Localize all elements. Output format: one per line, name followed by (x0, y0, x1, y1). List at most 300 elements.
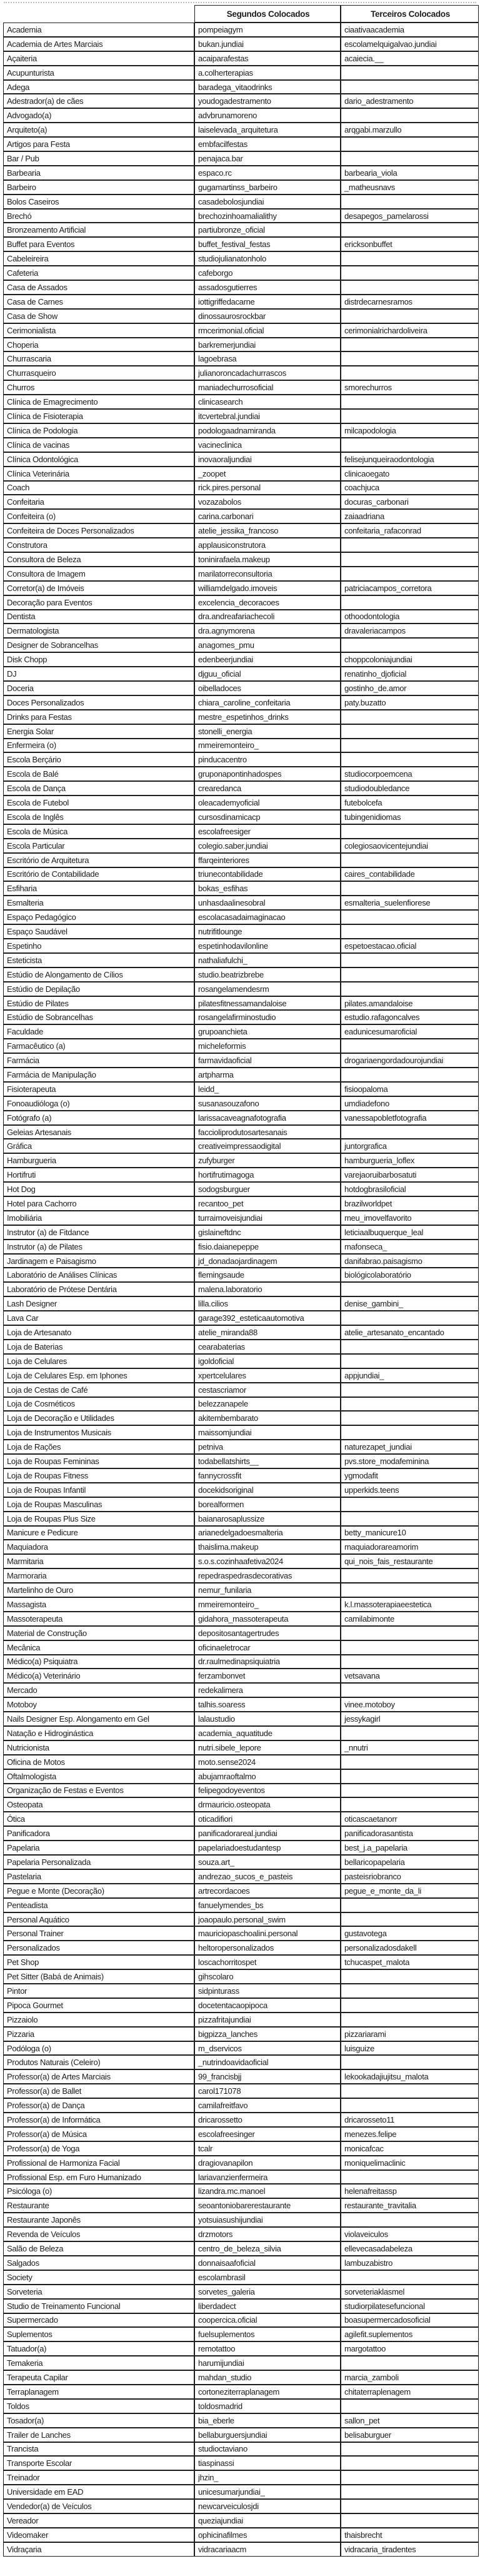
category-cell: Academia (3, 23, 194, 37)
second-place-cell: bia_eberle (194, 2413, 341, 2428)
category-cell: Buffet para Eventos (3, 237, 194, 251)
third-place-cell (341, 967, 479, 982)
table-row (3, 266, 479, 280)
category-cell: Clínica Veterinária (3, 467, 194, 481)
category-cell: Acupunturista (3, 66, 194, 80)
second-place-cell: tiaspinassi (194, 2456, 341, 2470)
category-cell: Revenda de Veículos (3, 2227, 194, 2241)
table-row (3, 724, 479, 739)
table-row (3, 567, 479, 581)
third-place-cell: pilates.amandaloise (341, 996, 479, 1011)
second-place-cell: vozazabolos (194, 495, 341, 509)
second-place-cell: abujamraoftalmo (194, 1769, 341, 1784)
category-cell: Loja de Roupas Femininas (3, 1454, 194, 1468)
third-place-cell: dricarosseto11 (341, 2113, 479, 2127)
table-row (3, 1512, 479, 1526)
table-row (3, 423, 479, 438)
third-place-cell: distrdecarnesramos (341, 295, 479, 309)
third-place-cell: helenafreitassp (341, 2184, 479, 2198)
third-place-cell: lambuzabistro (341, 2256, 479, 2270)
second-place-cell: felipegodoyeventos (194, 1784, 341, 1798)
table-row (3, 1282, 479, 1296)
table-row (3, 1683, 479, 1697)
third-place-cell (341, 953, 479, 967)
category-cell: Laboratório de Prótese Dentária (3, 1282, 194, 1296)
third-place-cell: othoodontologia (341, 610, 479, 624)
table-row (3, 1368, 479, 1383)
third-place-cell: studiodoubledance (341, 781, 479, 796)
category-cell: Barbeiro (3, 180, 194, 194)
table-row (3, 2098, 479, 2113)
second-place-cell: pizzafritajundiai (194, 2013, 341, 2027)
category-cell: Loja de Artesanato (3, 1325, 194, 1340)
category-cell: Pizzaiolo (3, 2013, 194, 2027)
third-place-cell: docuras_carbonari (341, 495, 479, 509)
category-cell: Penteadista (3, 1898, 194, 1912)
category-cell: Adestrador(a) de cães (3, 94, 194, 108)
second-place-cell: seoantoniobarerestaurante (194, 2198, 341, 2213)
second-place-cell: remotattoo (194, 2341, 341, 2356)
third-place-cell: fisioopaloma (341, 1082, 479, 1096)
third-place-cell (341, 1411, 479, 1425)
second-place-cell: rmcerimonial.oficial (194, 323, 341, 338)
second-place-cell: casadebolosjundiai (194, 194, 341, 209)
category-cell: Pet Sitter (Babá de Animais) (3, 1969, 194, 1984)
third-place-cell: vinee.motoboy (341, 1697, 479, 1712)
table-row (3, 1497, 479, 1512)
third-place-cell (341, 338, 479, 352)
category-cell: Artigos para Festa (3, 137, 194, 151)
second-place-cell: borealformen (194, 1497, 341, 1512)
second-place-cell: escolacasadaimaginacao (194, 910, 341, 924)
category-cell: Loja de Rações (3, 1440, 194, 1454)
third-place-cell: tchucaspet_malota (341, 1955, 479, 1969)
table-row (3, 781, 479, 796)
table-row (3, 1998, 479, 2013)
third-place-cell: upperkids.teens (341, 1483, 479, 1497)
second-place-cell: maissomjundiai (194, 1425, 341, 1440)
second-place-cell: jd_donadaojardinagem (194, 1254, 341, 1268)
third-place-cell: studiorpilatesefuncional (341, 2299, 479, 2313)
table-row (3, 1340, 479, 1354)
category-cell: Cafeteria (3, 266, 194, 280)
third-place-cell (341, 366, 479, 380)
category-cell: Construtora (3, 538, 194, 552)
table-row (3, 509, 479, 523)
second-place-cell: oficinaeletrocar (194, 1640, 341, 1655)
second-place-cell: heltoropersonalizados (194, 1941, 341, 1955)
second-place-cell: andrezao_sucos_e_pasteis (194, 1869, 341, 1884)
category-cell: Farmácia (3, 1053, 194, 1068)
third-place-cell (341, 151, 479, 166)
third-place-cell: espetoestacao.oficial (341, 939, 479, 953)
category-cell: Suplementos (3, 2327, 194, 2341)
table-row (3, 2170, 479, 2185)
category-cell: Treinador (3, 2470, 194, 2485)
third-place-cell (341, 1512, 479, 1526)
table-row (3, 1540, 479, 1554)
second-place-cell: turraimoveisjundiai (194, 1211, 341, 1225)
third-place-cell: varejaoruibarbosatuti (341, 1168, 479, 1182)
table-row (3, 1411, 479, 1425)
category-cell: Choperia (3, 338, 194, 352)
category-cell: Mercado (3, 1683, 194, 1697)
second-place-cell: drmauricio.osteopata (194, 1797, 341, 1812)
category-cell: Professor(a) de Música (3, 2127, 194, 2141)
category-cell: Society (3, 2270, 194, 2285)
category-cell: Natação e Hidroginástica (3, 1726, 194, 1740)
category-cell: Farmacêutico (a) (3, 1039, 194, 1053)
category-cell: Organização de Festas e Eventos (3, 1784, 194, 1798)
second-place-cell: fisio.daianepeppe (194, 1240, 341, 1254)
category-cell: Jardinagem e Paisagismo (3, 1254, 194, 1268)
second-place-cell: jhzin_ (194, 2470, 341, 2485)
third-place-cell: arqgabi.marzullo (341, 123, 479, 137)
category-cell: Escola Particular (3, 839, 194, 853)
table-row (3, 1626, 479, 1640)
second-place-cell: mestre_espetinhos_drinks (194, 710, 341, 724)
table-row (3, 2528, 479, 2542)
category-cell: Casa de Show (3, 309, 194, 323)
third-place-cell (341, 2499, 479, 2513)
second-place-cell: _nutrindoavidaoficial (194, 2055, 341, 2069)
category-cell: Universidade em EAD (3, 2485, 194, 2499)
second-place-cell: triunecontabilidade (194, 867, 341, 882)
second-place-cell: carol171078 (194, 2084, 341, 2098)
table-row (3, 2270, 479, 2285)
category-cell: Espaço Pedagógico (3, 910, 194, 924)
table-row (3, 123, 479, 137)
table-row (3, 810, 479, 824)
table-row (3, 1468, 479, 1483)
third-place-cell: _matheusnavs (341, 180, 479, 194)
second-place-cell: rosangelamendesrm (194, 982, 341, 996)
second-place-cell: redekalimera (194, 1683, 341, 1697)
second-place-cell: artrecordacoes (194, 1884, 341, 1898)
table-row (3, 2327, 479, 2341)
second-place-cell: leidd_ (194, 1082, 341, 1096)
second-place-cell: docekidsoriginal (194, 1483, 341, 1497)
third-place-cell (341, 739, 479, 753)
second-place-cell: flemingsaude (194, 1268, 341, 1282)
third-place-cell (341, 2084, 479, 2098)
second-place-cell: buffet_festival_festas (194, 237, 341, 251)
category-cell: Lash Designer (3, 1296, 194, 1311)
category-cell: Material de Construção (3, 1626, 194, 1640)
third-place-cell: thaisbrecht (341, 2528, 479, 2542)
table-row (3, 2113, 479, 2127)
third-place-cell: chitaterraplenagem (341, 2385, 479, 2399)
third-place-cell (341, 409, 479, 423)
second-place-cell: pompeiagym (194, 23, 341, 37)
category-cell: Drinks para Festas (3, 710, 194, 724)
category-cell: Oficina de Motos (3, 1755, 194, 1769)
category-cell: Escola de Música (3, 824, 194, 839)
third-place-cell: denise_gambini_ (341, 1296, 479, 1311)
table-body (3, 23, 479, 2557)
table-row (3, 996, 479, 1011)
table-row (3, 824, 479, 839)
third-place-cell (341, 1068, 479, 1082)
table-row (3, 309, 479, 323)
table-row (3, 2399, 479, 2413)
third-place-cell: moniquelimaclinic (341, 2156, 479, 2170)
second-place-cell: thaislima.makeup (194, 1540, 341, 1554)
table-row (3, 1826, 479, 1841)
second-place-cell: studioctaviano (194, 2442, 341, 2457)
second-place-cell: larissacaveagnafotografia (194, 1111, 341, 1125)
category-cell: Professor(a) de Artes Marciais (3, 2069, 194, 2084)
third-place-cell: drogariaengordadourojundiai (341, 1053, 479, 1068)
third-place-cell: sorveteriaklasmel (341, 2285, 479, 2299)
category-cell: Confeiteira de Doces Personalizados (3, 523, 194, 538)
category-cell: Médico(a) Veterinário (3, 1669, 194, 1683)
second-place-cell: iottigriffedacarne (194, 295, 341, 309)
category-cell: Loja de Roupas Infantil (3, 1483, 194, 1497)
table-row (3, 2341, 479, 2356)
second-place-cell: applausiconstrutora (194, 538, 341, 552)
table-row (3, 23, 479, 37)
table-row (3, 1068, 479, 1082)
third-place-cell: camilabimonte (341, 1612, 479, 1626)
category-cell: Transporte Escolar (3, 2456, 194, 2470)
third-place-cell: vetsavana (341, 1669, 479, 1683)
third-place-cell: bellaricopapelaria (341, 1855, 479, 1869)
second-place-cell: a.colherterapias (194, 66, 341, 80)
table-row (3, 1196, 479, 1211)
second-place-cell: excelencia_decoracoes (194, 595, 341, 610)
table-row (3, 752, 479, 767)
third-place-cell (341, 1568, 479, 1583)
table-row (3, 1096, 479, 1111)
category-cell: Churrasqueiro (3, 366, 194, 380)
third-place-cell: brazilworldpet (341, 1196, 479, 1211)
table-row (3, 1397, 479, 1412)
category-cell: Fisioterapeuta (3, 1082, 194, 1096)
category-cell: Professor(a) de Yoga (3, 2141, 194, 2156)
second-place-cell: toldosmadrid (194, 2399, 341, 2413)
table-row (3, 881, 479, 896)
table-row (3, 523, 479, 538)
category-cell: Cerimonialista (3, 323, 194, 338)
third-place-cell (341, 1898, 479, 1912)
table-row (3, 2485, 479, 2499)
table-row (3, 1755, 479, 1769)
table-row (3, 2499, 479, 2513)
second-place-cell: unicesumarjundiai_ (194, 2485, 341, 2499)
category-cell: Churrascaria (3, 351, 194, 366)
category-cell: Nutricionista (3, 1740, 194, 1755)
table-row (3, 1926, 479, 1941)
category-cell: Restaurante (3, 2198, 194, 2213)
table-row (3, 695, 479, 710)
table-row (3, 1841, 479, 1855)
category-cell: Loja de Celulares (3, 1354, 194, 1368)
second-place-cell: embfacilfestas (194, 137, 341, 151)
third-place-cell: zaiaadriana (341, 509, 479, 523)
second-place-cell: espaco.rc (194, 166, 341, 180)
second-place-cell: ferzambonvet (194, 1669, 341, 1683)
second-place-cell: dinossaurosrockbar (194, 309, 341, 323)
second-place-cell: ffarqeinteriores (194, 853, 341, 867)
table-row (3, 2385, 479, 2399)
second-place-cell: m_dservicos (194, 2041, 341, 2056)
second-place-cell: itcvertebral.jundiai (194, 409, 341, 423)
second-place-cell: inovaoraljundiai (194, 452, 341, 467)
third-place-cell (341, 2055, 479, 2069)
third-place-cell (341, 1998, 479, 2013)
second-place-cell: atelie_miranda88 (194, 1325, 341, 1340)
table-row (3, 767, 479, 781)
second-place-cell: micheleformis (194, 1039, 341, 1053)
table-row (3, 237, 479, 251)
third-place-cell: pizzariarami (341, 2027, 479, 2041)
table-row (3, 251, 479, 266)
second-place-cell: escolambrasil (194, 2270, 341, 2285)
third-place-cell: ciaativaacademia (341, 23, 479, 37)
second-place-cell: bellaburguersjundiai (194, 2428, 341, 2442)
third-place-cell: milcapodologia (341, 423, 479, 438)
category-cell: Loja de Instrumentos Musicais (3, 1425, 194, 1440)
table-row (3, 796, 479, 810)
category-cell: Papelaria Personalizada (3, 1855, 194, 1869)
third-place-cell: umdiadefono (341, 1096, 479, 1111)
table-row (3, 481, 479, 495)
second-place-cell: lariavanzienfermeira (194, 2170, 341, 2185)
second-place-cell: fuelsuplementos (194, 2327, 341, 2341)
second-place-cell: sorvetes_galeria (194, 2285, 341, 2299)
second-place-cell: akitembembarato (194, 1411, 341, 1425)
category-cell: Terraplanagem (3, 2385, 194, 2399)
category-cell: Escola de Inglês (3, 810, 194, 824)
table-row (3, 395, 479, 409)
table-row (3, 710, 479, 724)
table-row (3, 1354, 479, 1368)
second-place-cell: barkremerjundiai (194, 338, 341, 352)
second-place-cell: escolafreesiger (194, 824, 341, 839)
second-place-cell: newcarveiculosjdi (194, 2499, 341, 2513)
second-place-cell: recantoo_pet (194, 1196, 341, 1211)
table-row (3, 80, 479, 94)
table-row (3, 280, 479, 295)
third-place-cell: naturezapet_jundiai (341, 1440, 479, 1454)
category-cell: Restaurante Japonês (3, 2213, 194, 2227)
category-cell: Laboratório de Análises Clínicas (3, 1268, 194, 1282)
table-row (3, 409, 479, 423)
second-place-cell: joaopaulo.personal_swim (194, 1912, 341, 1927)
table-row (3, 1182, 479, 1196)
category-cell: Imobiliária (3, 1211, 194, 1225)
category-cell: Clínica Odontológica (3, 452, 194, 467)
table-row (3, 2413, 479, 2428)
third-place-cell (341, 1311, 479, 1325)
second-place-cell: arianedelgadoesmalteria (194, 1526, 341, 1540)
category-cell: Fotógrafo (a) (3, 1111, 194, 1125)
second-place-cell: loscachorritospet (194, 1955, 341, 1969)
category-cell: Adega (3, 80, 194, 94)
table-row (3, 223, 479, 237)
second-place-cell: academia_aquatitude (194, 1726, 341, 1740)
table-row (3, 2428, 479, 2442)
category-cell: Bolos Caseiros (3, 194, 194, 209)
third-place-cell (341, 2399, 479, 2413)
category-cell: Pet Shop (3, 1955, 194, 1969)
second-place-cell: liberdadect (194, 2299, 341, 2313)
table-row (3, 2013, 479, 2027)
category-cell: Motoboy (3, 1697, 194, 1712)
table-row (3, 581, 479, 595)
third-place-cell (341, 2213, 479, 2227)
third-place-cell (341, 438, 479, 452)
third-place-cell (341, 66, 479, 80)
table-row (3, 1955, 479, 1969)
second-place-cell: maniadechurrosoficial (194, 380, 341, 395)
third-place-cell: vanessapobletfotografia (341, 1111, 479, 1125)
category-cell: Estúdio de Pilates (3, 996, 194, 1011)
second-place-cell: lilla.cilios (194, 1296, 341, 1311)
table-row (3, 1941, 479, 1955)
third-place-cell (341, 982, 479, 996)
third-place-cell: ericksonbuffet (341, 237, 479, 251)
second-place-cell: dra.agnymorena (194, 624, 341, 638)
category-cell: Toldos (3, 2399, 194, 2413)
second-place-cell: mauriciopaschoalini.personal (194, 1926, 341, 1941)
third-place-cell: colegiosaovicentejundiai (341, 839, 479, 853)
category-cell: Estúdio de Depilação (3, 982, 194, 996)
second-place-cell: grupoanchieta (194, 1024, 341, 1039)
table-row (3, 151, 479, 166)
second-place-cell: youdogadestramento (194, 94, 341, 108)
table-row (3, 1597, 479, 1612)
table-row (3, 2456, 479, 2470)
table-row (3, 1712, 479, 1726)
second-place-cell: edenbeerjundiai (194, 652, 341, 667)
second-place-cell: harumijundiai (194, 2356, 341, 2370)
third-place-cell (341, 1282, 479, 1296)
third-place-cell (341, 351, 479, 366)
second-place-cell: tcalr (194, 2141, 341, 2156)
third-place-cell (341, 1655, 479, 1669)
header-row (3, 5, 479, 23)
second-place-cell: oibelladoces (194, 681, 341, 695)
table-row (3, 1784, 479, 1798)
category-cell: Podóloga (o) (3, 2041, 194, 2056)
table-row (3, 2027, 479, 2041)
category-cell: Nails Designer Esp. Alongamento em Gel (3, 1712, 194, 1726)
third-place-cell: betty_manicure10 (341, 1526, 479, 1540)
table-row (3, 108, 479, 123)
category-cell: Salão de Beleza (3, 2241, 194, 2256)
second-place-cell: moto.sense2024 (194, 1755, 341, 1769)
second-place-cell: fanuelymendes_bs (194, 1898, 341, 1912)
third-place-cell: patriciacampos_corretora (341, 581, 479, 595)
second-place-cell: zufyburger (194, 1153, 341, 1168)
category-cell: Loja de Roupas Fitness (3, 1468, 194, 1483)
third-place-cell (341, 924, 479, 939)
header-blank-cell (3, 5, 194, 23)
third-place-cell: dario_adestramento (341, 94, 479, 108)
table-row (3, 552, 479, 567)
third-place-cell (341, 1383, 479, 1397)
category-cell: Clínica de vacinas (3, 438, 194, 452)
third-place-cell (341, 1039, 479, 1053)
third-place-cell: acaiecia.__ (341, 51, 479, 66)
third-place-cell: escolamelquigalvao.jundiai (341, 37, 479, 51)
table-row (3, 2156, 479, 2170)
header-terceiros-colocados: Terceiros Colocados (341, 5, 479, 23)
category-cell: Terapeuta Capilar (3, 2370, 194, 2385)
second-place-cell: susanasouzafono (194, 1096, 341, 1111)
